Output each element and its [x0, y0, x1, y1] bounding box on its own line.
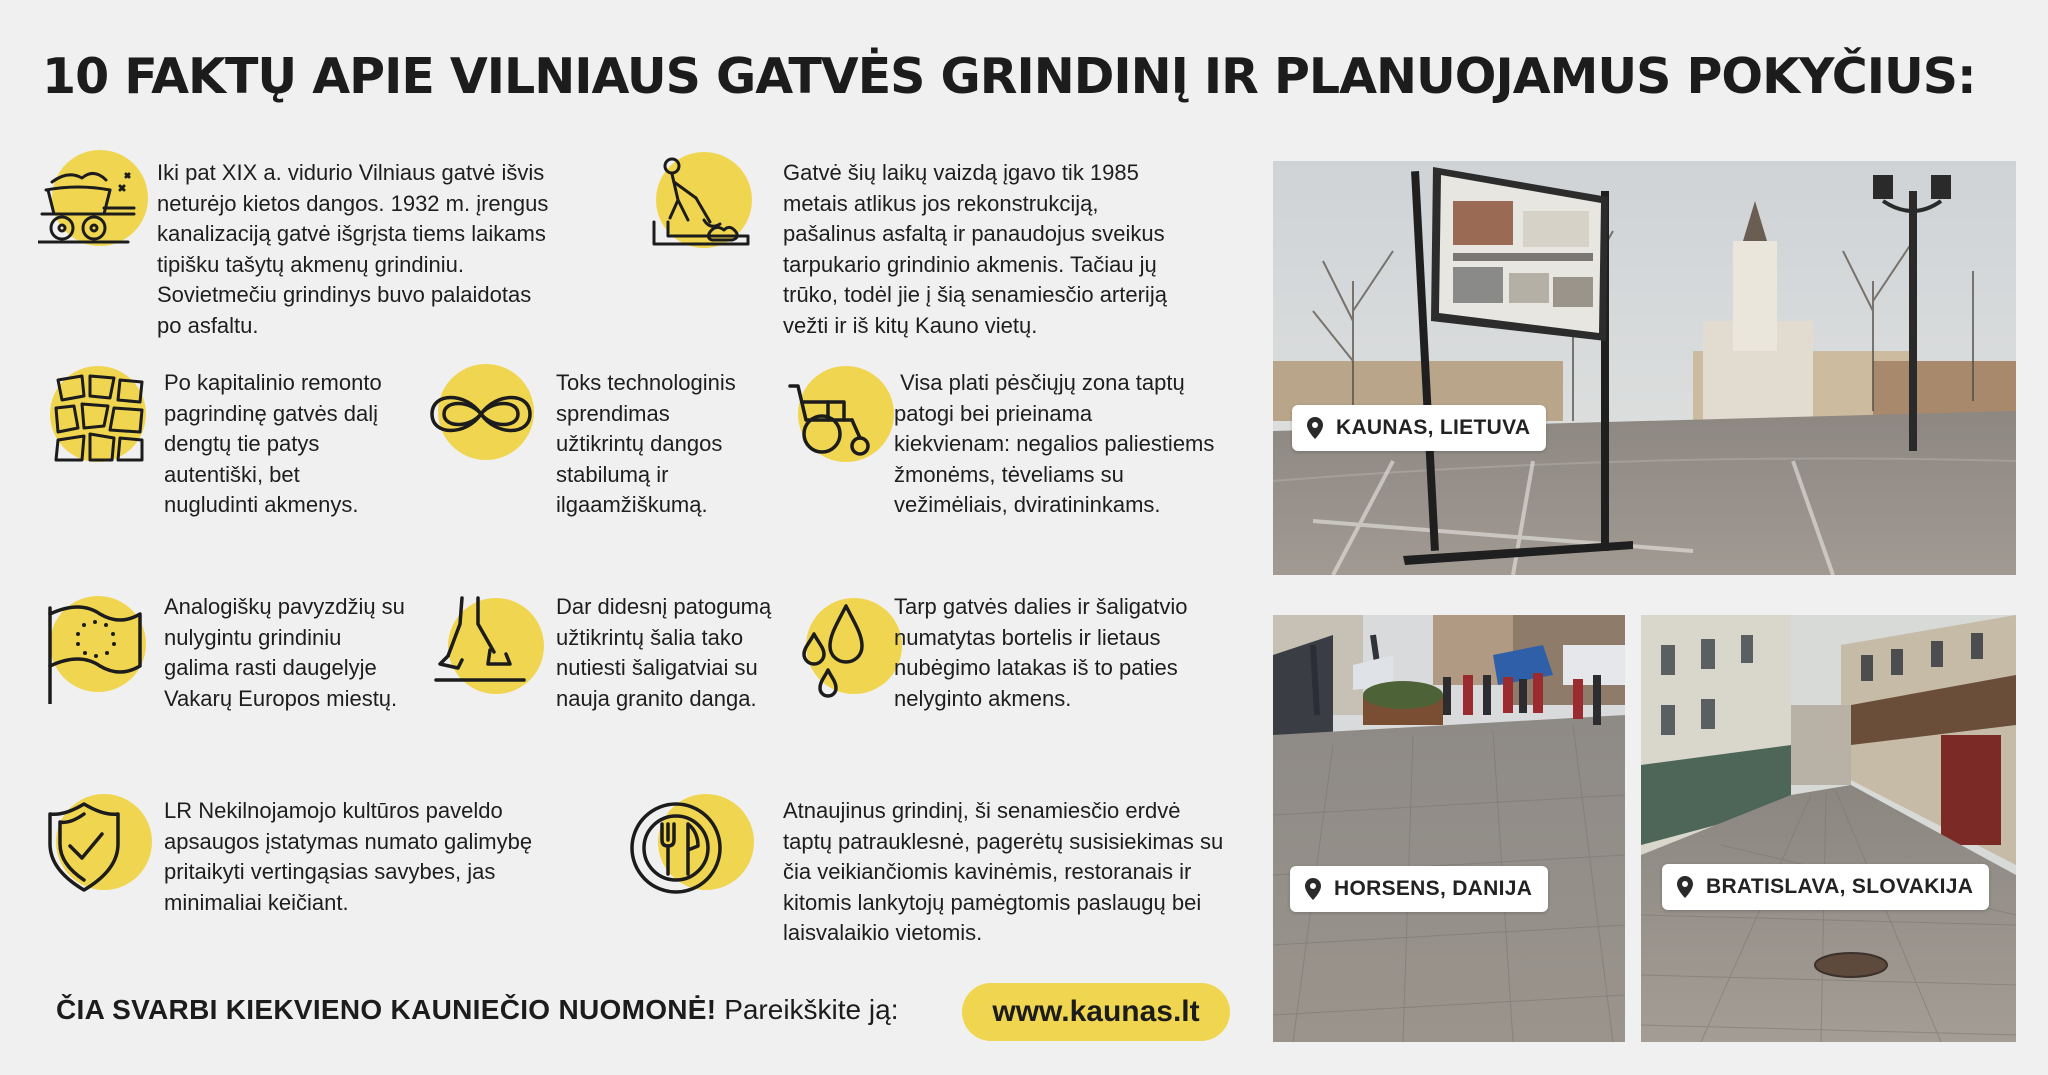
fact-line: sprendimas — [556, 400, 670, 426]
restaurant-icon — [628, 790, 738, 900]
fact-line: Iki pat XIX a. vidurio Vilniaus gatvė išvis — [157, 160, 545, 185]
fact-line: pašalinus asfaltą ir panaudojus sveikus — [783, 221, 1165, 246]
fact-line: dengtų tie patys — [164, 431, 320, 456]
fact-line: patogi bei prieinama — [894, 400, 1093, 426]
infinity-icon — [426, 362, 536, 472]
fact-line: numatytas bortelis ir lietaus — [894, 624, 1161, 650]
fact-line: taptų patrauklesnė, pagerėtų susisiekimas su — [783, 828, 1224, 854]
fact-line: kiekvienam: negalios paliestiems — [894, 431, 1215, 456]
map-pin-icon — [1676, 875, 1694, 899]
fact-line: minimaliai keičiant. — [164, 889, 349, 915]
wheelchair-icon — [782, 362, 892, 472]
fact-line: tarpukario grindinio akmenis. Tačiau jų — [783, 251, 1157, 277]
cart-icon — [38, 148, 148, 258]
fact-line: Vakarų Europos miestų. — [164, 685, 398, 711]
bratislava-street-image — [1641, 615, 2016, 1042]
fact-line: nubėgimo latakas iš to paties — [894, 655, 1178, 680]
fact-line: Tarp gatvės dalies ir šaligatvio — [894, 594, 1188, 619]
fact-line: Visa plati pėsčiųjų zona taptų — [894, 370, 1185, 395]
fact-line: ilgaamžiškumą. — [556, 492, 708, 517]
map-pin-icon — [1306, 416, 1324, 440]
shield-check-icon — [44, 790, 154, 900]
map-pin-icon — [1304, 877, 1322, 901]
photo-horsens — [1273, 615, 1625, 1042]
fact-line: Dar didesnį patogumą — [556, 594, 772, 619]
kaunas-square-image — [1273, 161, 2016, 575]
cobblestone-icon — [44, 362, 154, 472]
fact-line: po asfaltu. — [157, 312, 259, 338]
fact-line: nelyginto akmens. — [894, 685, 1072, 711]
fact-line: Gatvė šių laikų vaizdą įgavo tik 1985 — [783, 160, 1139, 185]
fact-line: Po kapitalinio remonto — [164, 370, 382, 395]
fact-line: kitomis lankytojų pamėgtomis paslaugų bei — [783, 889, 1202, 915]
eu-flag-icon — [40, 594, 150, 704]
footer-call-to-action — [56, 994, 898, 1026]
footer-text: Pareikškite ją: — [724, 994, 899, 1025]
photo-kaunas — [1273, 161, 2016, 575]
fact-line: nugludinti akmenys. — [164, 492, 359, 517]
fact-line: Toks technologinis — [556, 370, 736, 395]
fact-line: apsaugos įstatymas numato galimybę — [164, 828, 533, 854]
fact-line: laisvalaikio vietomis. — [783, 920, 983, 945]
location-label-kaunas — [1292, 405, 1546, 451]
fact-line: nulygintu grindiniu — [164, 624, 342, 650]
fact-line: pritaikyti vertingąsias savybes, jas — [164, 859, 496, 884]
fact-line: LR Nekilnojamojo kultūros paveldo — [164, 798, 503, 823]
fact-line: vežti ir iš kitų Kauno vietų. — [783, 312, 1038, 338]
fact-line: nauja granito danga. — [556, 685, 757, 711]
fact-line: žmonėms, tėveliams su — [894, 461, 1124, 487]
fact-line: galima rasti daugelyje — [164, 655, 377, 680]
page-title: 10 FAKTŲ APIE VILNIAUS GATVĖS GRINDINĮ IR PLANUOJAMUS POKYČIUS: — [42, 48, 1976, 105]
fact-line: stabilumą ir — [556, 461, 669, 487]
fact-line: neturėjo kietos dangos. 1932 m. įrengus — [157, 190, 549, 216]
fact-line: Analogiškų pavyzdžių su — [164, 594, 405, 619]
fact-line: tipišku tašytų akmenų grindiniu. — [157, 251, 464, 277]
fact-line: trūko, todėl jie į šią senamiesčio arteriją — [783, 282, 1167, 307]
fact-line: Sovietmečiu grindinys buvo palaidotas — [157, 282, 532, 307]
horsens-street-image — [1273, 615, 1625, 1042]
location-text: KAUNAS, LIETUVA — [1336, 416, 1531, 439]
location-text: BRATISLAVA, SLOVAKIJA — [1706, 875, 1974, 898]
footer-bold-text: ČIA SVARBI KIEKVIENO KAUNIEČIO NUOMONĖ! — [56, 994, 717, 1025]
water-drops-icon — [792, 594, 902, 704]
fact-line: vežimėliais, dviratininkams. — [894, 492, 1161, 517]
location-text: HORSENS, DANIJA — [1334, 877, 1533, 900]
fact-line: užtikrintų dangos — [556, 431, 723, 456]
fact-line: metais atlikus jos rekonstrukciją, — [783, 190, 1099, 216]
fact-line: nutiesti šaligatviai su — [556, 655, 758, 680]
website-link[interactable]: www.kaunas.lt — [962, 983, 1230, 1041]
photo-bratislava — [1641, 615, 2016, 1042]
location-label-bratislava — [1662, 864, 1989, 910]
fact-line: kanalizaciją gatvė išgrįsta tiems laikams — [157, 221, 546, 246]
fact-line: užtikrintų šalia tako — [556, 624, 744, 650]
worker-icon — [648, 148, 758, 258]
fact-line: pagrindinę gatvės dalį — [164, 400, 379, 426]
location-label-horsens — [1290, 866, 1548, 912]
walking-icon — [432, 594, 542, 704]
fact-line: Atnaujinus grindinį, ši senamiesčio erdvė — [783, 798, 1181, 823]
fact-line: čia veikiančiomis kavinėmis, restoranais ir — [783, 859, 1192, 884]
fact-line: autentiški, bet — [164, 461, 300, 487]
